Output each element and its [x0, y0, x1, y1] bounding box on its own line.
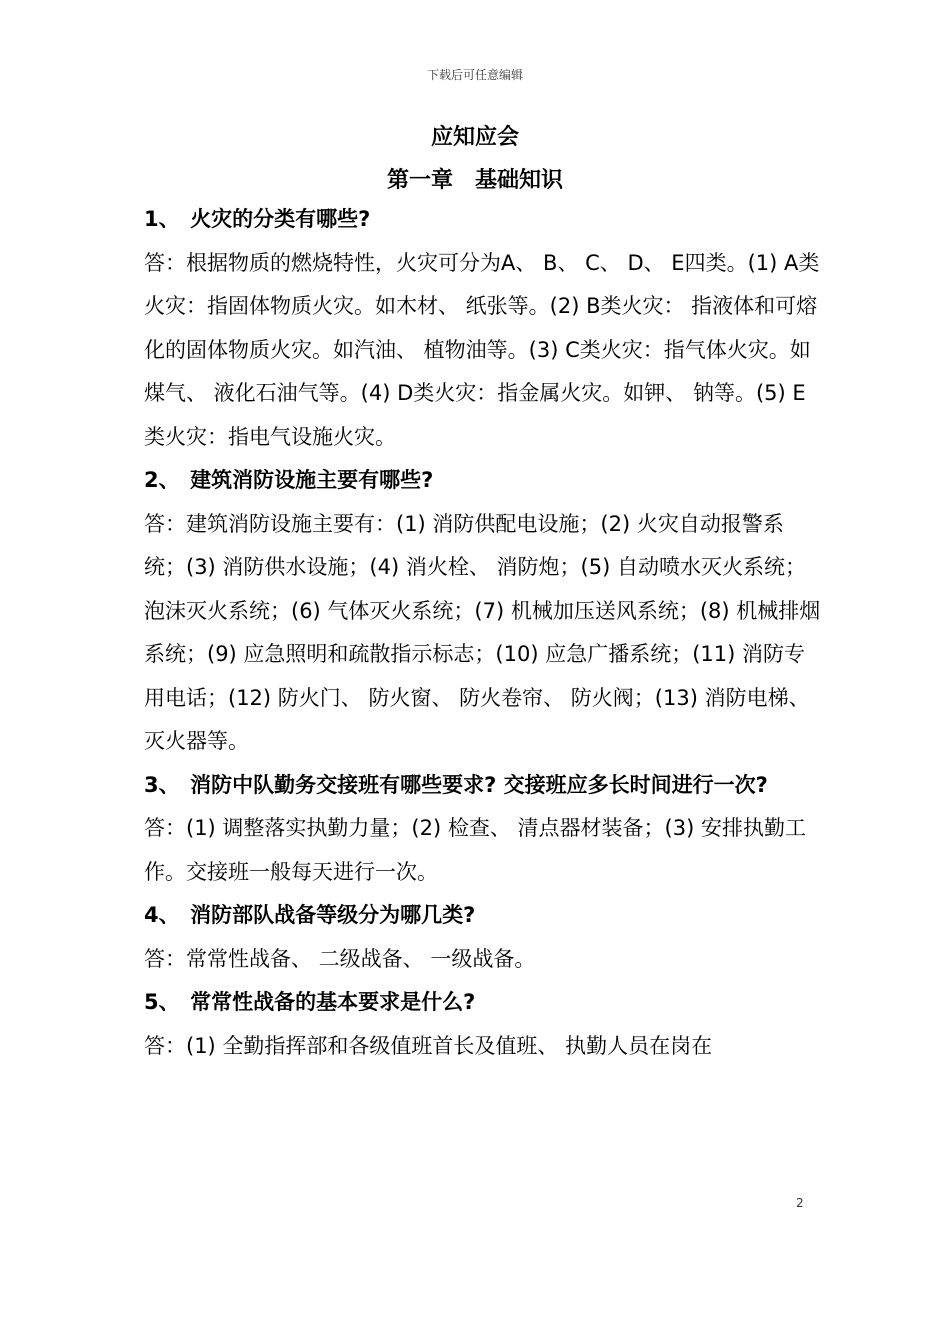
question-1: 1、 火灾的分类有哪些?: [144, 207, 371, 231]
chapter-title: 第一章 基础知识: [386, 168, 563, 193]
answer-3: 答：(1) 调整落实执勤力量；(2) 检查、 清点器材装备；(3) 安排执勤工作。交接班一般每天进行一次。: [144, 816, 806, 884]
qa-content: [144, 198, 824, 1068]
question-4: 4、 消防部队战备等级分为哪几类?: [144, 903, 476, 927]
answer-1: 答：根据物质的燃烧特性，火灾可分为A、 B、 C、 D、 E四类。(1) A类火灾：指固体物质火灾。如木材、 纸张等。(2) B类火灾： 指液体和可熔化的固体物质火灾。如汽油、 植物油等。(3) C类火灾：指气体火灾。如煤气、 液化石油气等。(4) D类火灾：指金属火灾。如钾、 钠等。(5) E类火灾：指电气设施火灾。: [144, 250, 820, 449]
header-note: 下载后可任意编辑: [426, 68, 523, 82]
question-3: 3、 消防中队勤务交接班有哪些要求? 交接班应多长时间进行一次?: [144, 772, 768, 797]
question-5: 5、 常常性战备的基本要求是什么?: [144, 990, 476, 1014]
document-title: 应知应会: [430, 125, 519, 150]
page-number: 2: [796, 1196, 804, 1210]
answer-2: 答：建筑消防设施主要有：(1) 消防供配电设施；(2) 火灾自动报警系统；(3) 消防供水设施；(4) 消火栓、 消防炮；(5) 自动喷水灭火系统；泡沫灭火系统；(6) 气体灭火系统；(7) 机械加压送风系统；(8) 机械排烟系统；(9) 应急照明和疏散指示标志；(10) 应急广播系统；(11) 消防专用电话；(12) 防火门、 防火窗、 防火卷帘、 防火阀；(13) 消防电梯、 灭火器等。: [144, 511, 821, 753]
question-2: 2、 建筑消防设施主要有哪些?: [144, 468, 434, 492]
answer-4: 答：常常性战备、 二级战备、 一级战备。: [144, 946, 536, 971]
answer-5: 答：(1) 全勤指挥部和各级值班首长及值班、 执勤人员在岗在: [144, 1033, 713, 1058]
